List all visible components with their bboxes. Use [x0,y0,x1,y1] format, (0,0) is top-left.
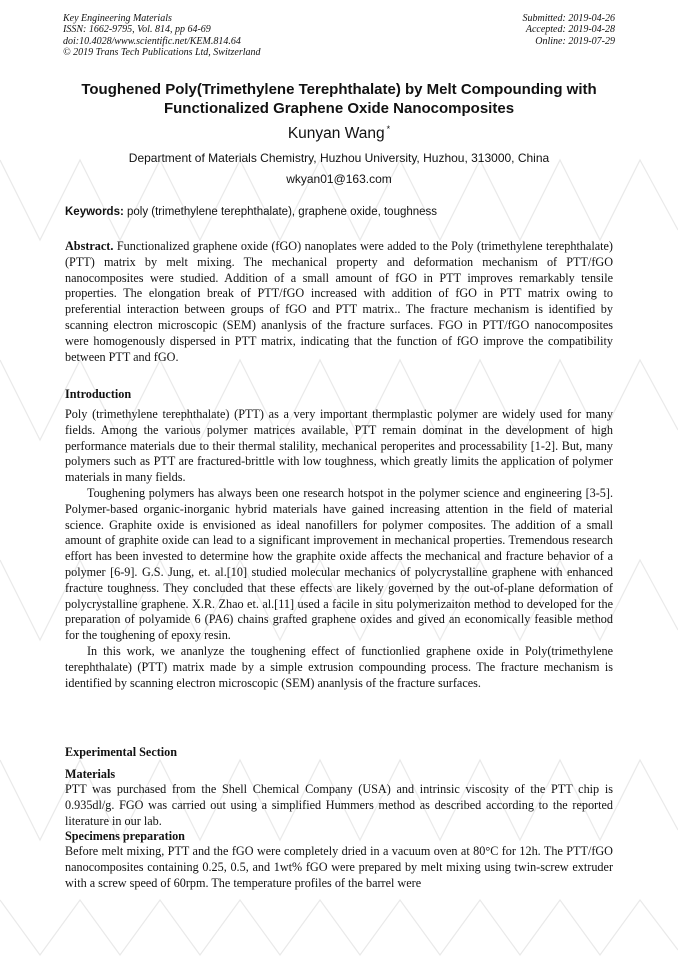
intro-paragraph-2: Toughening polymers has always been one research hotspot in the polymer science and engineering [3-5]. Polymer-based organic-inorganic hybrid materials have gained increasing attention in the field of material science. Graphite oxide is envisioned as ideal nanofillers for polymer composites. The addition of a small amount of graphite oxide can lead to a significant improvement in mechanical properties. Tremendous research effort has been invested to determine how the graphite oxide affects the mechanical and fracture behavior of a polymer [6-9]. G.S. Jung, et. al.[10] studied molecular mechanics of polycrystalline graphene with enhanced fracture toughness. They concluded that these effects are likely governed by the out-of-plane deformation of polycrystalline graphene. X.R. Zhao et. al.[11] used a facile in situ polymerizaiton method to developed for the preparation of polyamide 6 (PA6) chains grafted graphene oxides and gived an economically feasible method for the toughening of epoxy resin. [65,485,613,643]
keywords-text: poly (trimethylene terephthalate), graphene oxide, toughness [123,206,438,218]
specimens-body [65,844,613,891]
keywords [65,206,437,218]
author [0,124,678,143]
introduction-heading: Introduction [65,387,132,401]
journal-header [63,13,261,58]
introduction-body [65,407,613,691]
journal-name: Key Engineering Materials [63,13,172,24]
affiliation: Department of Materials Chemistry, Huzhou University, Huzhou, 313000, China [128,151,550,165]
keywords-label: Keywords: [65,206,124,218]
submitted-date: Submitted: 2019-04-26 [522,13,615,24]
abstract-label: Abstract. [65,239,114,253]
dates-header [523,13,616,47]
materials-text: PTT was purchased from the Shell Chemical Company (USA) and intrinsic viscosity of the PTT chip is 0.935dl/g. FGO was carried out using a simplified Hummers method as described according to the reported literature in our lab. [65,782,613,828]
abstract [65,239,613,365]
experimental-heading: Experimental Section [65,745,178,759]
copyright-line: © 2019 Trans Tech Publications Ltd, Switzerland [63,46,261,58]
specimens-heading: Specimens preparation [65,829,185,843]
author-name: Kunyan Wang [287,125,385,142]
specimens-text: Before melt mixing, PTT and the fGO were completely dried in a vacuum oven at 80°C for 12h. The PTT/fGO nanocomposites containing 0.25, 0.5, and 1wt% fGO were prepared by melt mixing using twin-screw extruder with a screw speed of 60rpm. The temperature profiles of the barrel were [65,844,613,890]
author-email: wkyan01@163.com [286,172,392,186]
online-date: Online: 2019-07-29 [535,35,615,47]
accepted-date: Accepted: 2019-04-28 [525,24,615,36]
materials-heading: Materials [65,767,116,781]
paper-title: Toughened Poly(Trimethylene Terephthalate) by Melt Compounding with Functionalized Graphene Oxide Nanocomposites [81,81,597,117]
intro-paragraph-3: In this work, we ananlyze the toughening effect of functionlied graphene oxide in Poly(trimethylene terephthalate) (PTT) matrix made by a simple extrusion compounding process. The fracture mechanism is identified by scanning electron microscopic (SEM) ananlysis of the fracture surfaces. [65,643,613,690]
materials-body [65,782,613,829]
abstract-text: Functionalized graphene oxide (fGO) nanoplates were added to the Poly (trimethylene terephthalate) (PTT) matrix by melt mixing. The mechanical property and deformation mechanism of PTT/fGO nanocomposites were studied. Addition of a small amount of fGO in PTT improves remarkably tensile properties. The elongation break of PTT/fGO increased with addition of fGO in PTT matrix owing to preferential interaction between groups of fGO and PTT matrix.. The fracture mechanism is identified by scanning electron microscopic (SEM) ananlysis of the fracture surfaces. FGO in PTT/fGO nanocomposites were homogenously dispersed in PTT matrix, indicating that the function of fGO improve the compatibility between PTT and fGO. [65,239,613,364]
issn-line: ISSN: 1662-9795, Vol. 814, pp 64-69 [63,24,211,36]
intro-paragraph-1: Poly (trimethylene terephthalate) (PTT) as a very important thermplastic polymer are widely used for many fields. Among the various polymer matrices available, PTT remain dominat in the development of high performance materials due to their thermal stalility, mechanical peroperites and processability [1-2]. But, many polymers such as PTT are fractured-brittle with low toughness, which greatly limits the application of polymer materials in many fields. [65,407,613,485]
corresponding-mark: * [386,124,391,134]
doi-line: doi:10.4028/www.scientific.net/KEM.814.64 [63,35,241,47]
